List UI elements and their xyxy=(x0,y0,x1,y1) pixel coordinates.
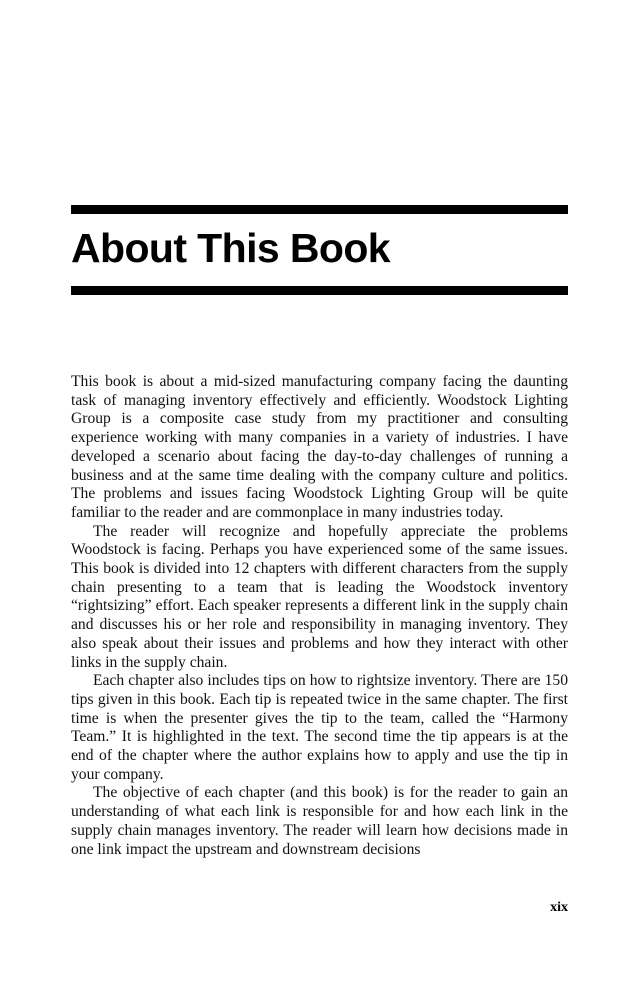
chapter-title: About This Book xyxy=(71,225,390,271)
body-text xyxy=(71,373,568,859)
paragraph: The objective of each chapter (and this book) is for the reader to gain an understanding of what each link is responsible for and how each link in the supply chain manages inventory. The reader will learn how decisions made in one link impact the upstream and downstream decisions xyxy=(71,784,568,858)
paragraph: The reader will recognize and hopefully appreciate the problems Woodstock is facing. Perhaps you have experienced some of the same issues. This book is divided into 12 chapters with different characters from the supply chain presenting to a team that is leading the Woodstock inventory “rightsizing” effort. Each speaker represents a different link in the supply chain and discusses his or her role and responsibility in managing inventory. They also speak about their issues and problems and how they interact with other links in the supply chain. xyxy=(71,522,568,671)
title-bottom-rule xyxy=(71,286,568,295)
paragraph: This book is about a mid-sized manufacturing company facing the daunting task of managing inventory effectively and efficiently. Woodstock Lighting Group is a composite case study from my practitioner and consulting experience working with many companies in a variety of industries. I have developed a scenario about facing the day-to-day challenges of running a business and at the same time dealing with the company culture and politics. The problems and issues facing Woodstock Lighting Group will be quite familiar to the reader and are commonplace in many industries today. xyxy=(71,373,568,521)
page-number: xix xyxy=(550,900,568,915)
title-top-rule xyxy=(71,205,568,214)
paragraph: Each chapter also includes tips on how to rightsize inventory. There are 150 tips given in this book. Each tip is repeated twice in the same chapter. The first time is when the presenter gives the tip to the team, called the “Harmony Team.” It is highlighted in the text. The second time the tip appears is at the end of the chapter where the author explains how to apply and use the tip in your company. xyxy=(71,672,568,783)
